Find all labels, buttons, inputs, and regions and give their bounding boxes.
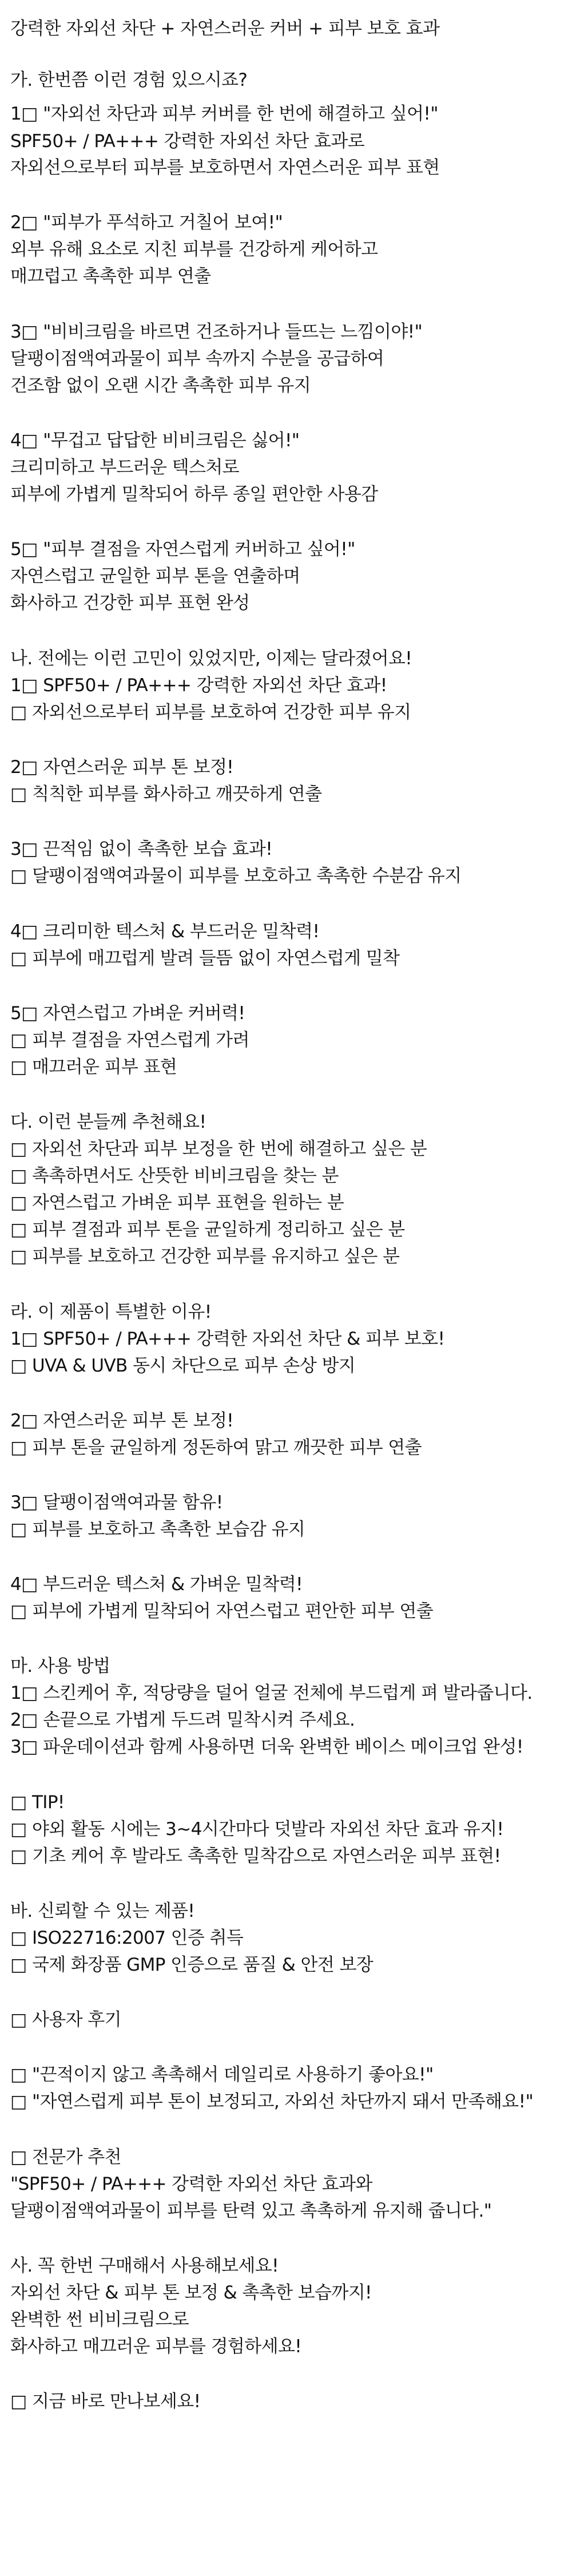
text-line: 2□ 손끝으로 가볍게 두드려 밀착시켜 주세요. <box>10 1710 355 1730</box>
text-line: 4□ 부드러운 텍스처 & 가벼운 밀착력! <box>10 1574 303 1595</box>
text-line: □ 촉촉하면서도 산뜻한 비비크림을 찾는 분 <box>10 1166 339 1186</box>
text-line: "SPF50+ / PA+++ 강력한 자외선 차단 효과와 <box>10 2174 372 2194</box>
text-line: □ 기초 케어 후 발라도 촉촉한 밀착감으로 자연스러운 피부 표현! <box>10 1846 501 1866</box>
text-line: □ 달팽이점액여과물이 피부를 보호하고 촉촉한 수분감 유지 <box>10 866 462 886</box>
text-line: □ 피부 결점을 자연스럽게 가려 <box>10 1030 249 1051</box>
text-line: □ UVA & UVB 동시 차단으로 피부 손상 방지 <box>10 1356 356 1376</box>
text-line: 바. 신뢰할 수 있는 제품! <box>10 1901 195 1921</box>
text-line: 매끄럽고 촉촉한 피부 연출 <box>10 266 211 287</box>
text-line: □ 피부에 가볍게 밀착되어 자연스럽고 편안한 피부 연출 <box>10 1601 434 1622</box>
text-line: □ 피부를 보호하고 촉촉한 보습감 유지 <box>10 1519 305 1540</box>
text-line: □ 칙칙한 피부를 화사하고 깨끗하게 연출 <box>10 784 322 804</box>
text-line: 달팽이점액여과물이 피부 속까지 수분을 공급하여 <box>10 348 384 369</box>
text-line: 사. 꼭 한번 구매해서 사용해보세요! <box>10 2256 279 2276</box>
text-line: 자외선 차단 & 피부 톤 보정 & 촉촉한 보습까지! <box>10 2282 372 2303</box>
text-line: 라. 이 제품이 특별한 이유! <box>10 1302 212 1322</box>
text-line: 나. 전에는 이런 고민이 있었지만, 이제는 달라졌어요! <box>10 648 412 669</box>
text-line: 2□ 자연스러운 피부 톤 보정! <box>10 1410 234 1431</box>
text-line: 3□ 달팽이점액여과물 함유! <box>10 1492 223 1513</box>
text-line: □ "끈적이지 않고 촉촉해서 데일리로 사용하기 좋아요!" <box>10 2064 434 2085</box>
text-line: 1□ 스킨케어 후, 적당량을 덜어 얼굴 전체에 부드럽게 펴 발라줍니다. <box>10 1683 533 1703</box>
text-line: □ 매끄러운 피부 표현 <box>10 1057 177 1077</box>
text-line: 피부에 가볍게 밀착되어 하루 종일 편안한 사용감 <box>10 484 378 505</box>
text-line: 화사하고 건강한 피부 표현 완성 <box>10 593 250 613</box>
text-line: 강력한 자외선 차단 + 자연스러운 커버 + 피부 보호 효과 <box>10 18 440 39</box>
text-line: 크리미하고 부드러운 텍스처로 <box>10 457 240 478</box>
text-line: □ TIP! <box>10 1792 65 1813</box>
text-line: 3□ 끈적임 없이 촉촉한 보습 효과! <box>10 839 273 859</box>
text-line: □ 피부 결점과 피부 톤을 균일하게 정리하고 싶은 분 <box>10 1219 405 1240</box>
text-line: 가. 한번쯤 이런 경험 있으시죠? <box>10 70 248 90</box>
text-line: □ 전문가 추천 <box>10 2147 121 2167</box>
text-line: 자연스럽고 균일한 피부 톤을 연출하며 <box>10 566 300 586</box>
text-line: 마. 사용 방법 <box>10 1656 110 1677</box>
text-line: □ ISO22716:2007 인증 취득 <box>10 1928 244 1948</box>
text-line: 외부 유해 요소로 지친 피부를 건강하게 케어하고 <box>10 239 378 260</box>
text-line: □ 피부에 매끄럽게 발려 들뜸 없이 자연스럽게 밀착 <box>10 948 400 969</box>
text-line: □ 사용자 후기 <box>10 2010 121 2030</box>
text-line: 5□ 자연스럽고 가벼운 커버력! <box>10 1003 245 1024</box>
text-line: 화사하고 매끄러운 피부를 경험하세요! <box>10 2336 302 2357</box>
text-line: 1□ "자외선 차단과 피부 커버를 한 번에 해결하고 싶어!" <box>10 104 438 124</box>
text-line: □ 자외선으로부터 피부를 보호하여 건강한 피부 유지 <box>10 702 411 723</box>
text-line: 4□ "무겁고 답답한 비비크림은 싫어!" <box>10 430 300 451</box>
text-line: □ 국제 화장품 GMP 인증으로 품질 & 안전 보장 <box>10 1955 374 1975</box>
text-line: 1□ SPF50+ / PA+++ 강력한 자외선 차단 & 피부 보호! <box>10 1329 445 1349</box>
text-line: 1□ SPF50+ / PA+++ 강력한 자외선 차단 효과! <box>10 675 387 696</box>
text-line: □ 야외 활동 시에는 3~4시간마다 덧발라 자외선 차단 효과 유지! <box>10 1819 504 1840</box>
text-line: 3□ "비비크림을 바르면 건조하거나 들뜨는 느낌이야!" <box>10 322 423 342</box>
text-line: 달팽이점액여과물이 피부를 탄력 있고 촉촉하게 유지해 줍니다." <box>10 2201 492 2221</box>
text-line: 2□ 자연스러운 피부 톤 보정! <box>10 757 234 778</box>
text-line: 건조함 없이 오랜 시간 촉촉한 피부 유지 <box>10 375 311 396</box>
text-line: SPF50+ / PA+++ 강력한 자외선 차단 효과로 <box>10 131 365 152</box>
text-line: □ 피부 톤을 균일하게 정돈하여 맑고 깨끗한 피부 연출 <box>10 1437 422 1458</box>
text-line: □ 자연스럽고 가벼운 피부 표현을 원하는 분 <box>10 1192 344 1213</box>
text-line: 2□ "피부가 푸석하고 거칠어 보여!" <box>10 212 283 233</box>
text-line: 자외선으로부터 피부를 보호하면서 자연스러운 피부 표현 <box>10 157 440 178</box>
text-line: 3□ 파운데이션과 함께 사용하면 더욱 완벽한 베이스 메이크업 완성! <box>10 1737 523 1757</box>
text-line: □ 피부를 보호하고 건강한 피부를 유지하고 싶은 분 <box>10 1246 400 1267</box>
text-line: 완벽한 썬 비비크림으로 <box>10 2309 189 2330</box>
text-line: □ 자외선 차단과 피부 보정을 한 번에 해결하고 싶은 분 <box>10 1139 427 1159</box>
text-line: 5□ "피부 결점을 자연스럽게 커버하고 싶어!" <box>10 539 355 560</box>
text-line: □ "자연스럽게 피부 톤이 보정되고, 자외선 차단까지 돼서 만족해요!" <box>10 2091 534 2112</box>
text-line: 다. 이런 분들께 추천해요! <box>10 1112 206 1132</box>
text-line: 4□ 크리미한 텍스처 & 부드러운 밀착력! <box>10 921 320 942</box>
text-line: □ 지금 바로 만나보세요! <box>10 2391 201 2412</box>
